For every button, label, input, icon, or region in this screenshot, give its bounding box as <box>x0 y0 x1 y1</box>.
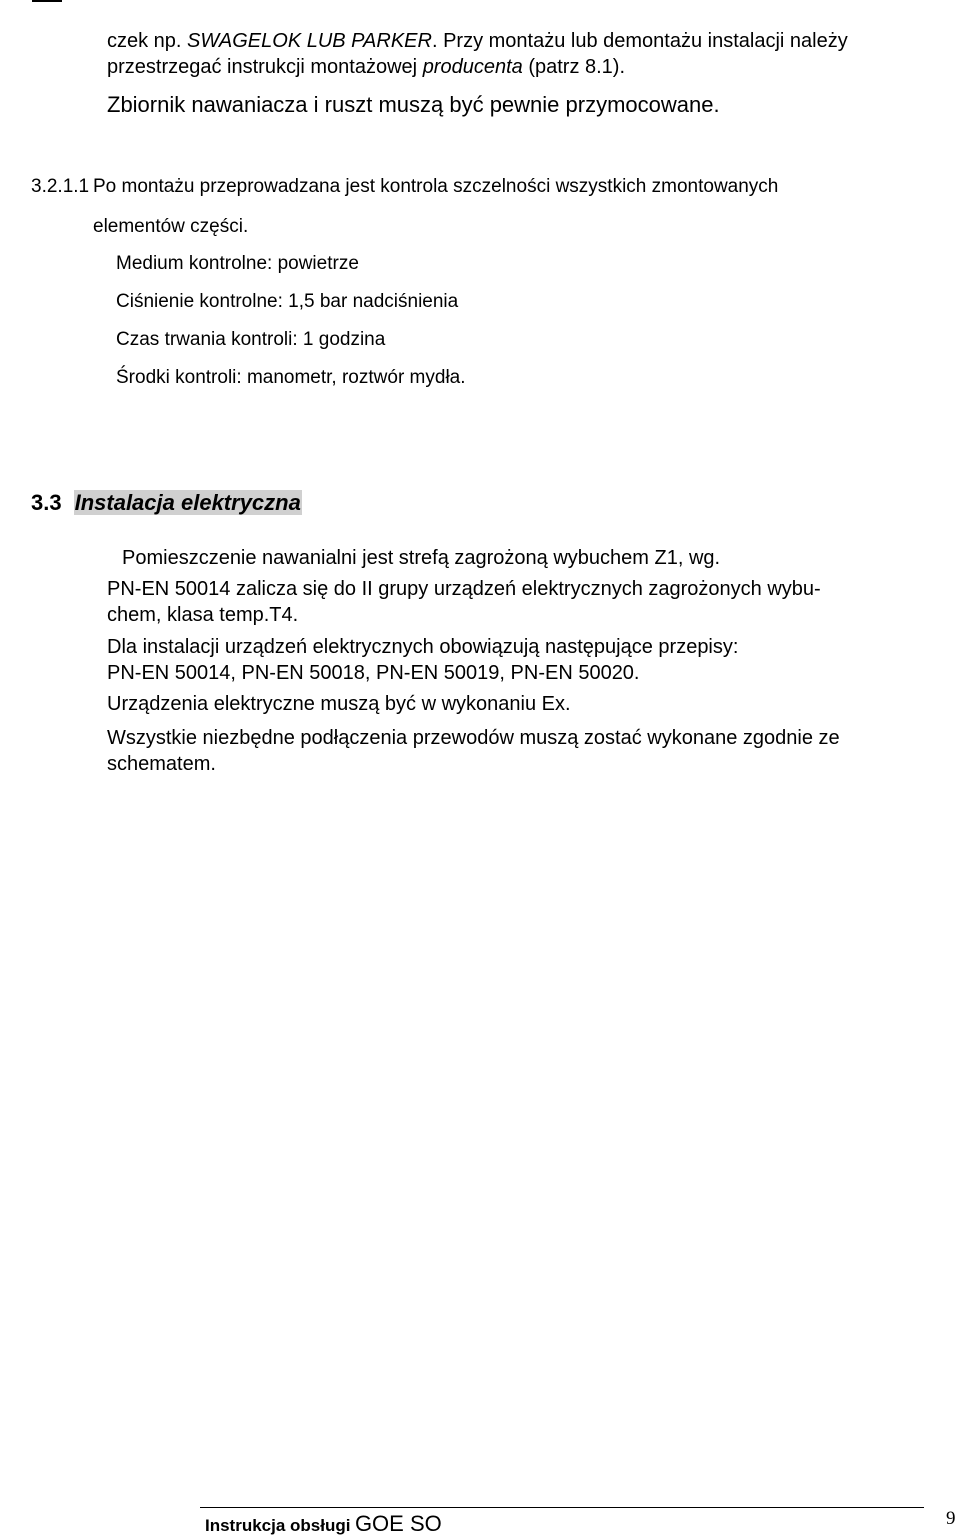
intro-line-3: Zbiornik nawaniacza i ruszt muszą być pewnie przymocowane. <box>107 92 720 117</box>
intro-line-1 <box>107 29 848 53</box>
wiring-line-2: schematem. <box>107 753 216 775</box>
intro-line-2 <box>107 55 625 79</box>
regulations-intro: Dla instalacji urządzeń elektrycznych obowiązują następujące przepisy: <box>107 636 739 658</box>
footer-rule <box>200 1507 924 1508</box>
standard-group-line-2: chem, klasa temp.T4. <box>107 604 299 626</box>
section-33-number: 3.3 <box>31 490 62 515</box>
regulations-list: PN-EN 50014, PN-EN 50018, PN-EN 50019, PN-EN 50020. <box>107 662 640 684</box>
intro-line-1-suffix: . Przy montażu lub demontażu instalacji należy <box>431 30 848 52</box>
footer-label: Instrukcja obsługi <box>205 1516 351 1535</box>
section-3211-line-2: elementów części. <box>93 216 249 237</box>
intro-line-2-prefix: przestrzegać instrukcji montażowej <box>107 56 423 78</box>
footer-title <box>205 1511 442 1540</box>
test-medium: Medium kontrolne: powietrze <box>116 253 359 274</box>
top-rule <box>32 0 62 2</box>
test-pressure: Ciśnienie kontrolne: 1,5 bar nadciśnienia <box>116 291 459 312</box>
test-duration: Czas trwania kontroli: 1 godzina <box>116 329 386 350</box>
section-3211-number: 3.2.1.1 <box>31 176 90 197</box>
intro-line-2-suffix: (patrz 8.1). <box>522 56 626 78</box>
intro-brand-names: SWAGELOK LUB PARKER <box>187 30 432 52</box>
section-33-title: Instalacja elektryczna <box>74 490 301 515</box>
section-33-heading <box>31 490 302 516</box>
intro-line-1-prefix: czek np. <box>107 30 188 52</box>
standard-group-line-1: PN-EN 50014 zalicza się do II grupy urządzeń elektrycznych zagrożonych wybu- <box>107 578 821 600</box>
zone-statement: Pomieszczenie nawanialni jest strefą zagrożoną wybuchem Z1, wg. <box>122 547 721 569</box>
intro-producer: producenta <box>422 56 523 78</box>
wiring-line-1: Wszystkie niezbędne podłączenia przewodów muszą zostać wykonane zgodnie ze <box>107 727 840 749</box>
section-3211-line-1: Po montażu przeprowadzana jest kontrola szczelności wszystkich zmontowanych <box>93 176 779 197</box>
page-number: 9 <box>946 1508 956 1529</box>
footer-product: GOE SO <box>354 1511 442 1536</box>
test-means: Środki kontroli: manometr, roztwór mydła. <box>116 367 466 388</box>
ex-requirement: Urządzenia elektryczne muszą być w wykonaniu Ex. <box>107 693 571 715</box>
